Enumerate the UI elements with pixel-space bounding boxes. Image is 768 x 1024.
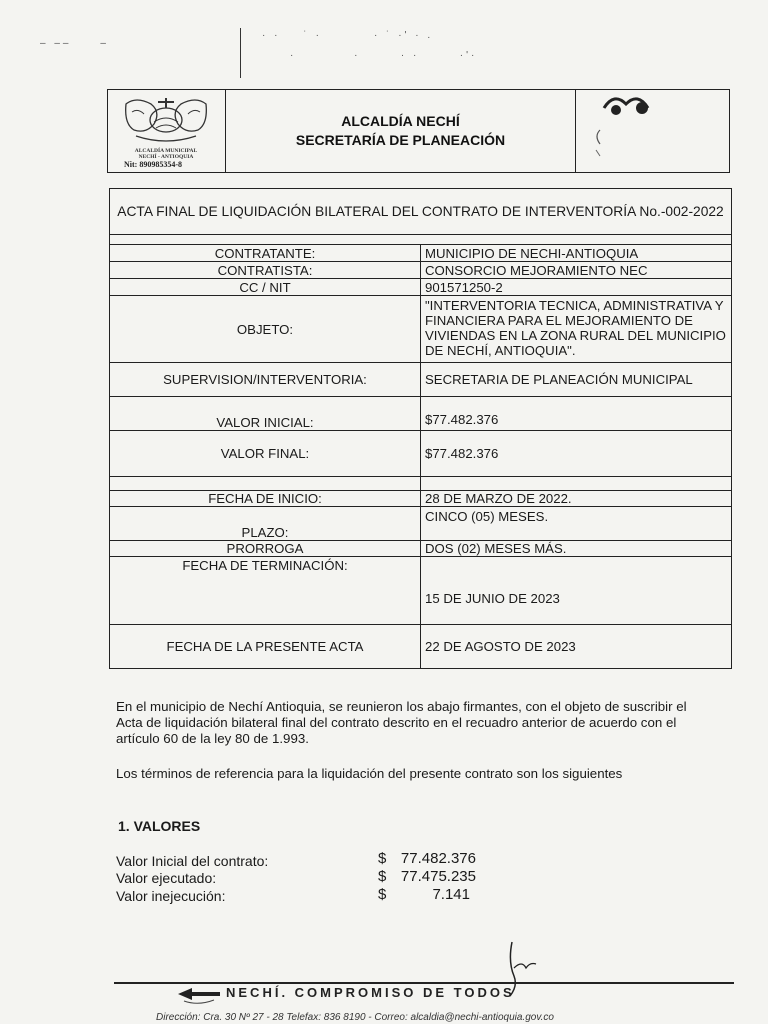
row-value: SECRETARIA DE PLANEACIÓN MUNICIPAL [421,363,732,397]
row-value: CINCO (05) MESES. [421,507,732,541]
value-label: Valor Inicial del contrato: [116,853,269,869]
table-spacer-row [110,235,732,245]
coat-of-arms-icon [116,94,216,146]
row-value: DOS (02) MESES MÁS. [421,541,732,557]
logo-text: NECHÍ - ANTIOQUIA [138,154,194,160]
letterhead-title [226,90,576,172]
intro-paragraph: En el municipio de Nechí Antioquia, se reunieron los abajo firmantes, con el objeto de suscribir el Acta de liquidación bilateral final del contrato descrito en el recuadro anterior de acuerdo con el artículo 60 de la ley 80 de 1.993. [116,699,687,746]
value-amount [378,868,476,885]
scan-noise: · · ˙ · · ˙ ·' · . [262,30,434,41]
institution-name: ALCALDÍA NECHÍ [341,113,460,129]
value-amount [378,850,476,867]
row-value: $77.482.376 [421,431,732,477]
row-value: $77.482.376 [421,397,732,431]
currency-symbol: $ [378,886,387,903]
table-row [110,507,732,541]
table-row [110,245,732,262]
footer-arrow-icon [174,984,224,1004]
scan-noise: – –– – [40,38,109,49]
table-title: ACTA FINAL DE LIQUIDACIÓN BILATERAL DEL CONTRATO DE INTERVENTORÍA No.-002-2022 [110,189,732,235]
table-row [110,541,732,557]
amount: 77.482.376 [400,850,476,867]
row-label: CONTRATANTE: [110,245,421,262]
row-value: 28 DE MARZO DE 2022. [421,491,732,507]
municipal-logo [108,90,226,172]
value-label: Valor ejecutado: [116,870,217,886]
footer-slogan: NECHÍ. COMPROMISO DE TODOS [226,985,515,1000]
terms-paragraph: Los términos de referencia para la liquidación del presente contrato son los siguientes [116,766,623,781]
row-label: FECHA DE LA PRESENTE ACTA [110,625,421,669]
row-label: FECHA DE INICIO: [110,491,421,507]
row-label: SUPERVISION/INTERVENTORIA: [110,363,421,397]
secondary-logo [576,90,729,172]
row-label: PLAZO: [110,507,421,541]
row-value: "INTERVENTORIA TECNICA, ADMINISTRATIVA Y FINANCIERA PARA EL MEJORAMIENTO DE VIVIENDAS EN LA ZONA RURAL DEL MUNICIPIO DE NECHÍ, ANTIOQUIA". [421,296,732,363]
emblem-icon [586,90,666,160]
amount: 7.141 [432,886,470,903]
row-label: CONTRATISTA: [110,262,421,279]
logo-text: ALCALDÍA MUNICIPAL [134,148,198,154]
row-value: 15 DE JUNIO DE 2023 [421,557,732,625]
row-label: VALOR FINAL: [110,431,421,477]
table-row [110,363,732,397]
row-label: PRORROGA [110,541,421,557]
section-title-valores: 1. VALORES [118,818,201,834]
table-spacer-row [421,477,732,491]
table-row [110,296,732,363]
table-row [110,491,732,507]
table-row [110,279,732,296]
row-value: 901571250-2 [421,279,732,296]
table-row [110,262,732,279]
amount: 77.475.235 [400,868,476,885]
currency-symbol: $ [378,868,387,885]
currency-symbol: $ [378,850,387,867]
table-spacer-row [110,477,421,491]
row-value: 22 DE AGOSTO DE 2023 [421,625,732,669]
row-value: CONSORCIO MEJORAMIENTO NEC [421,262,732,279]
table-row [110,557,732,625]
footer-address: Dirección: Cra. 30 Nº 27 - 28 Telefax: 836 8190 - Correo: alcaldia@nechi-antioquia.gov.co [156,1012,554,1023]
row-label: FECHA DE TERMINACIÓN: [110,557,421,625]
row-label: CC / NIT [110,279,421,296]
contract-summary-table [109,188,732,669]
table-row [110,625,732,669]
scan-noise: · · · · ·'· [290,50,478,61]
row-label: VALOR INICIAL: [110,397,421,431]
row-label: OBJETO: [110,296,421,363]
row-value: MUNICIPIO DE NECHI-ANTIOQUIA [421,245,732,262]
table-row [110,431,732,477]
value-amount [378,886,476,903]
table-row [110,397,732,431]
value-label: Valor inejecución: [116,888,226,904]
letterhead [107,89,730,173]
scan-line [240,28,241,78]
department-name: SECRETARÍA DE PLANEACIÓN [295,132,506,148]
logo-nit: Nit: 890985354-8 [124,160,182,169]
